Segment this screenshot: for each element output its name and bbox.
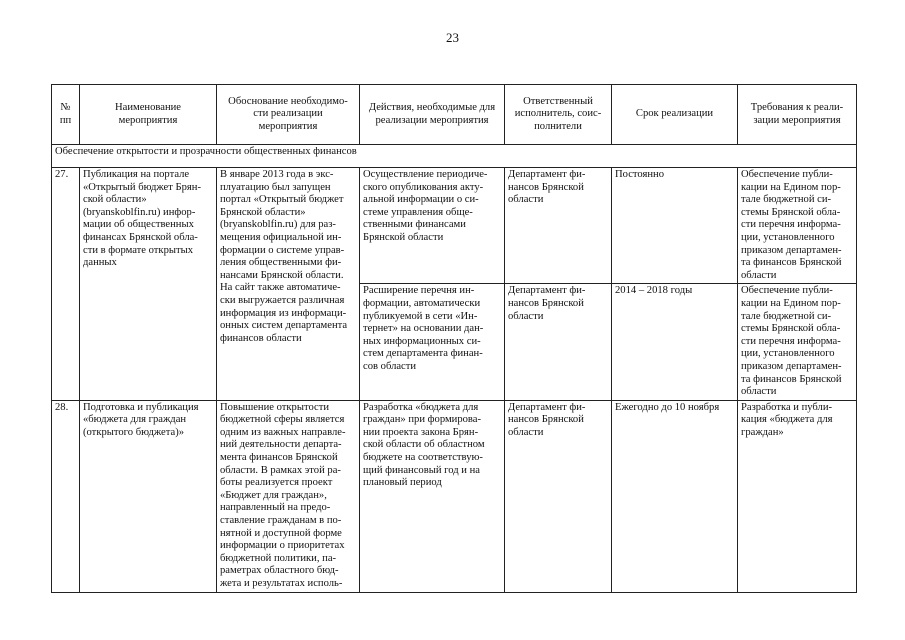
row-number: 27. — [52, 168, 80, 401]
measure-executor: Департамент фи- нансов Брянской области — [505, 168, 612, 284]
table-row — [52, 168, 857, 284]
measure-action: Расширение перечня ин- формации, автоматически публикуемой в сети «Ин- тернет» на основании дан- ных информационных си- стем департамента финан- сов области — [360, 284, 505, 400]
measure-term: Ежегодно до 10 ноября — [612, 400, 738, 592]
measures-table — [51, 84, 857, 593]
header-requirements: Требования к реали- зации мероприятия — [738, 85, 857, 145]
measure-requirement: Обеспечение публи- кации на Едином пор- тале бюджетной си- стемы Брянской обла- сти перечня информа- ции, установленного приказом департамен- та финансов Брянской области — [738, 284, 857, 400]
measure-executor: Департамент фи- нансов Брянской области — [505, 400, 612, 592]
section-row — [52, 145, 857, 168]
measure-justification: Повышение открытости бюджетной сферы является одним из важных направле- ний деятельности департа- мента финансов Брянской области. В рамках этой ра- боты реализуется проект «Бюджет для граждан», направленный на предо- ставление гражданам в по- нятной и доступной форме информации о приоритетах бюджетной политики, па- раметрах областного бюд- жета и результатах исполь- — [217, 400, 360, 592]
measure-justification: В январе 2013 года в экс- плуатацию был запущен портал «Открытый бюджет Брянской области» (bryanskoblfin.ru) для раз- мещения официальной ин- формации о системе управ- ления общественными фи- нансами Брянской области. На сайт также автоматиче- ски выгружается различная информация из информаци- онных систем департамента финансов области — [217, 168, 360, 401]
header-justification: Обоснование необходимо- сти реализации мероприятия — [217, 85, 360, 145]
header-term: Срок реализации — [612, 85, 738, 145]
measure-action: Осуществление периодиче- ского опубликования акту- альной информации о си- стеме управления обще- ственными финансами Брянской области — [360, 168, 505, 284]
measure-action: Разработка «бюджета для граждан» при формирова- нии проекта закона Брян- ской области об областном бюджете на соответствую- щий финансовый год и на плановый период — [360, 400, 505, 592]
measure-term: 2014 – 2018 годы — [612, 284, 738, 400]
table-header-row — [52, 85, 857, 145]
measure-name: Подготовка и публикация «бюджета для граждан (открытого бюджета)» — [80, 400, 217, 592]
measure-name: Публикация на портале «Открытый бюджет Брян- ской области» (bryanskoblfin.ru) инфор- мации об общественных финансах Брянской обла- сти в формате открытых данных — [80, 168, 217, 401]
measure-requirement: Разработка и публи- кация «бюджета для граждан» — [738, 400, 857, 592]
measure-term: Постоянно — [612, 168, 738, 284]
row-number: 28. — [52, 400, 80, 592]
page-number: 23 — [446, 30, 459, 45]
header-name: Наименование мероприятия — [80, 85, 217, 145]
header-actions: Действия, необходимые для реализации мероприятия — [360, 85, 505, 145]
section-title: Обеспечение открытости и прозрачности общественных финансов — [52, 145, 857, 168]
header-num: № пп — [52, 85, 80, 145]
header-executor: Ответственный исполнитель, соис- полнители — [505, 85, 612, 145]
measure-requirement: Обеспечение публи- кации на Едином пор- тале бюджетной си- стемы Брянской обла- сти перечня информа- ции, установленного приказом департамен- та финансов Брянской области — [738, 168, 857, 284]
measure-executor: Департамент фи- нансов Брянской области — [505, 284, 612, 400]
table-row — [52, 400, 857, 592]
